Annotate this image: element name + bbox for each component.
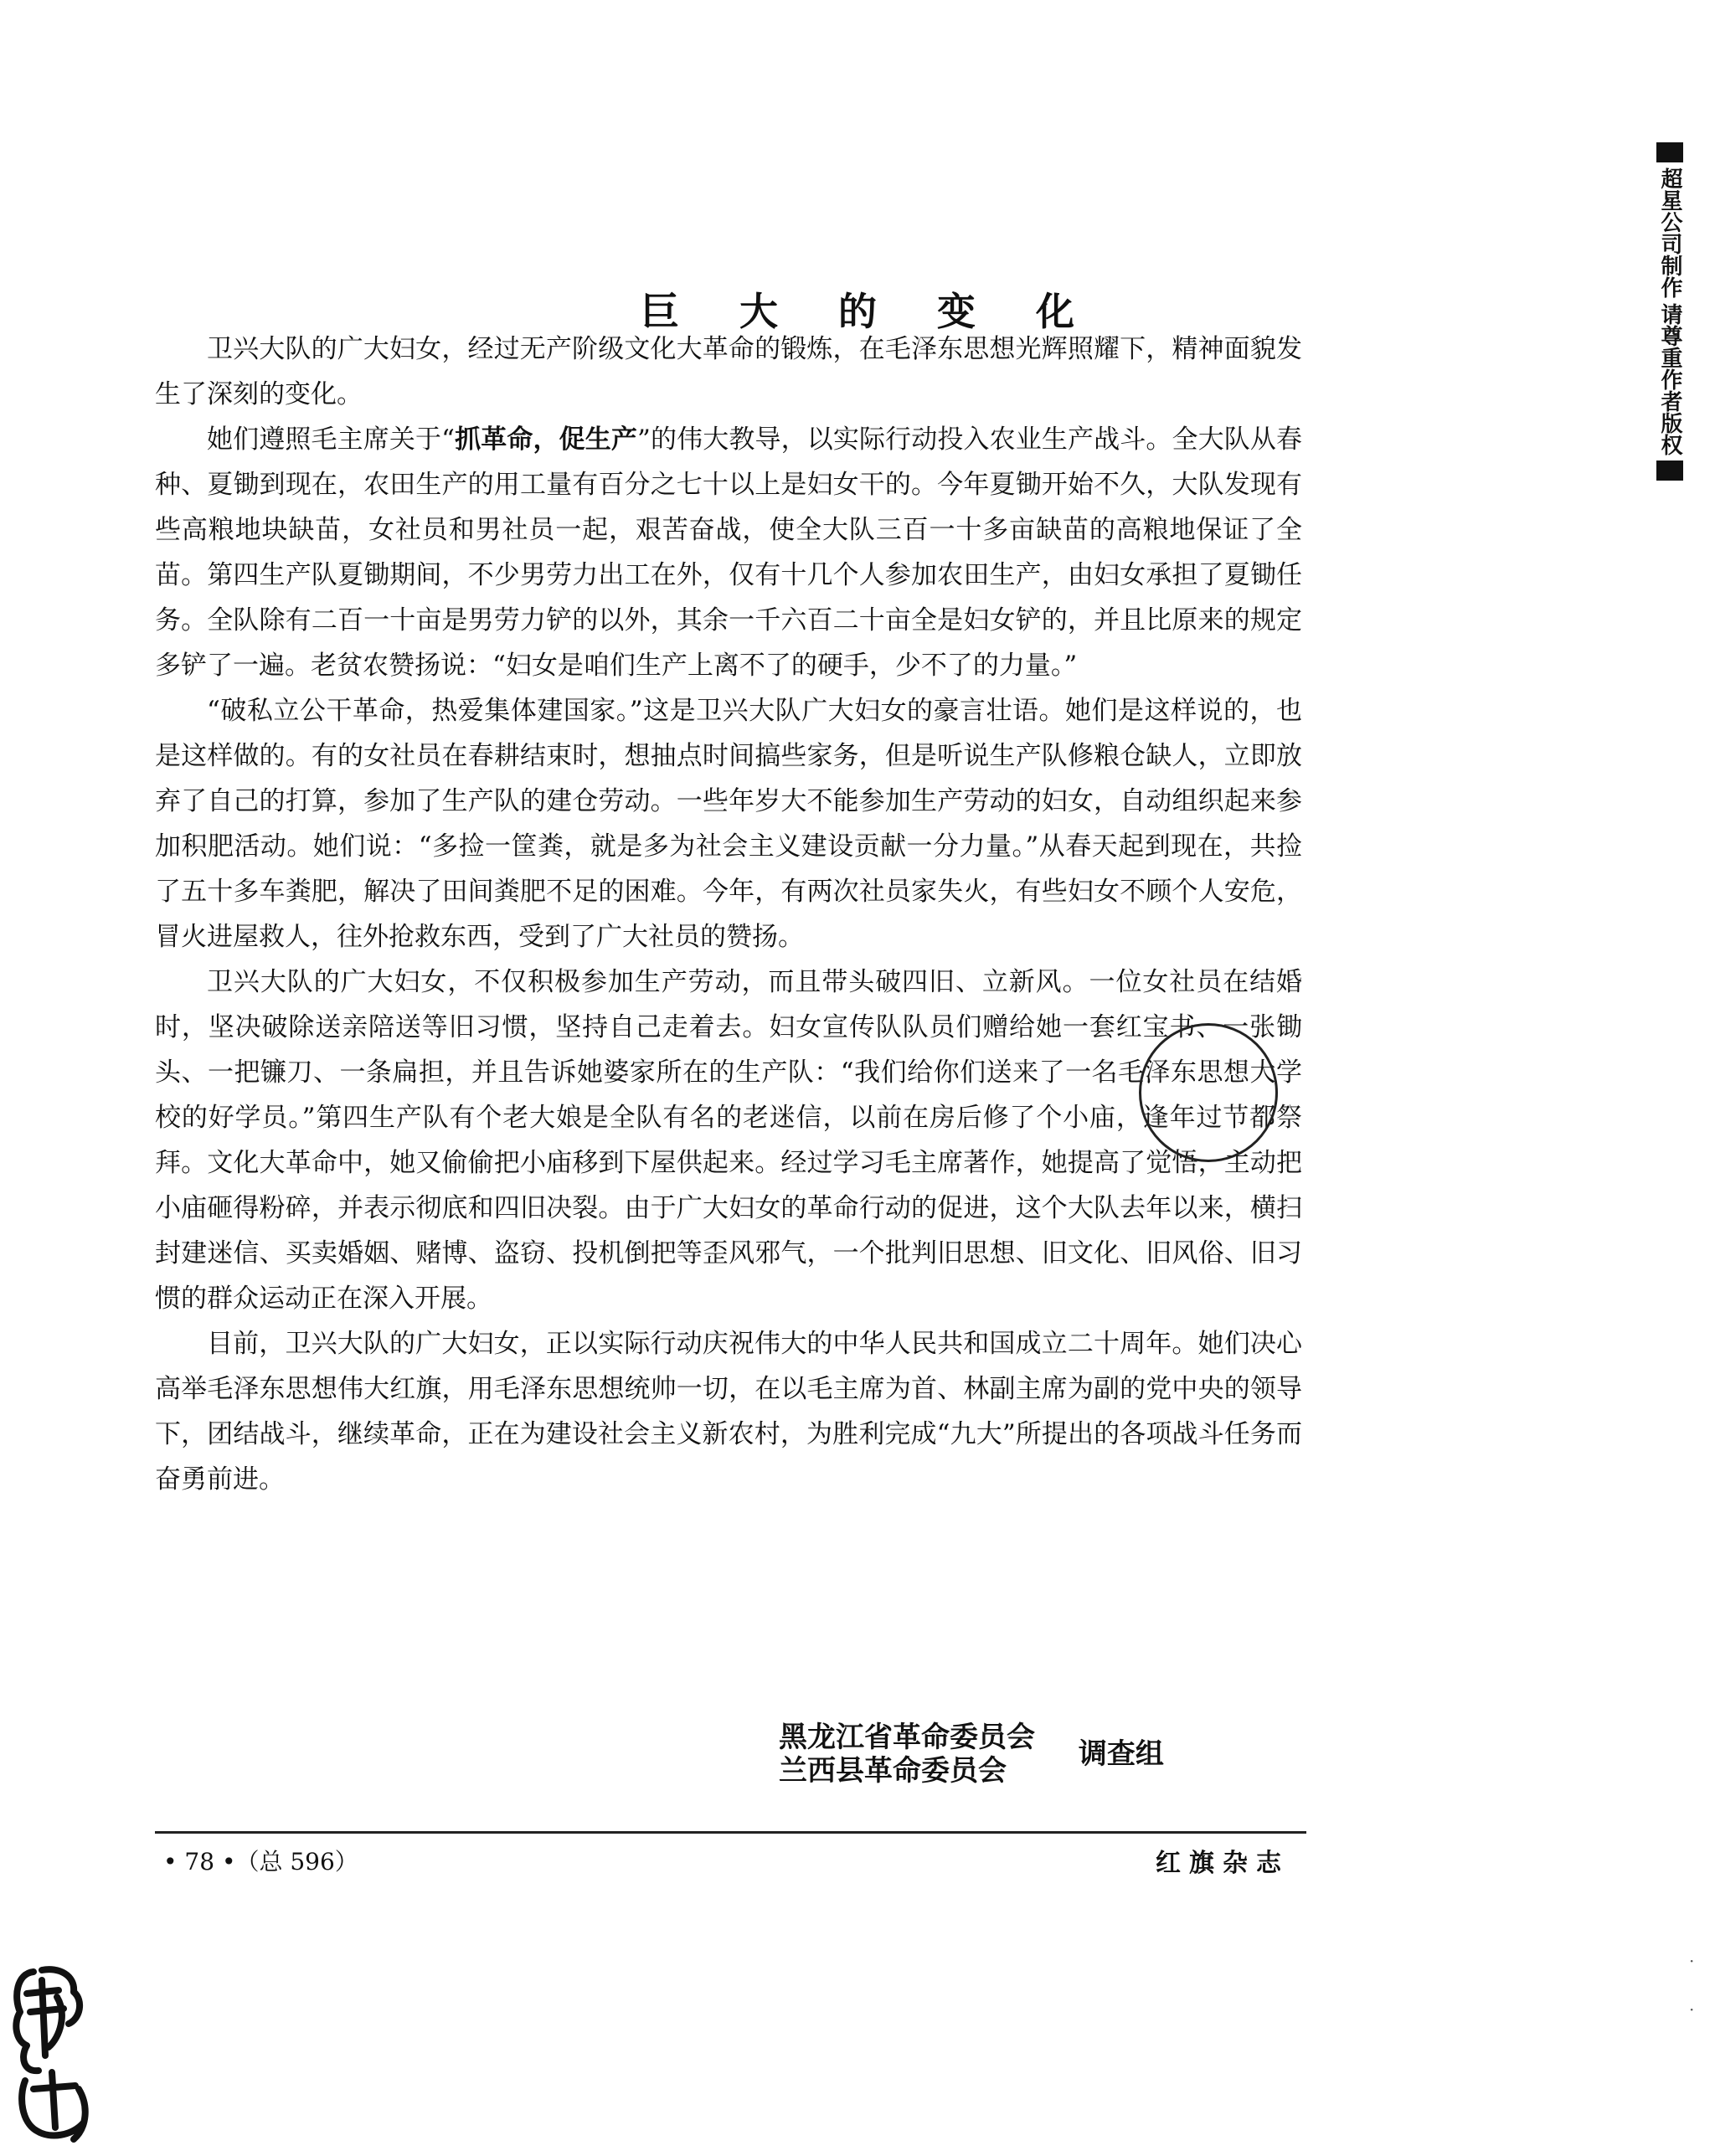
paragraph-text: 卫兴大队的广大妇女，经过无产阶级文化大革命的锻炼，在毛泽东思想光辉照耀下，精神面貌发生了深刻的变化。 — [155, 334, 1302, 409]
paragraph-5 — [155, 1321, 1302, 1502]
signature-group: 调查组 — [1078, 1737, 1164, 1771]
paragraph-text: 目前，卫兴大队的广大妇女，正以实际行动庆祝伟大的中华人民共和国成立二十周年。她们决心高举毛泽东思想伟大红旗，用毛泽东思想统帅一切，在以毛主席为首、林副主席为副的党中央的领导下，团结战斗，继续革命，正在为建设社会主义新农村，为胜利完成“九大”所提出的各项战斗任务而奋勇前进。 — [155, 1329, 1302, 1495]
side-watermark — [1651, 142, 1688, 481]
paragraph-text: ”的伟大教导，以实际行动投入农业生产战斗。全大队从春种、夏锄到现在，农田生产的用工量有百分之七十以上是妇女干的。今年夏锄开始不久，大队发现有些高粮地块缺苗，女社员和男社员一起，艰苦奋战，使全大队三百一十多亩缺苗的高粮地保证了全苗。第四生产队夏锄期间，不少男劳力出工在外，仅有十几个人参加农田生产，由妇女承担了夏锄任务。全队除有二百一十亩是男劳力铲的以外，其余一千六百二十亩全是妇女铲的，并且比原来的规定多铲了一遍。老贫农赞扬说：“妇女是咱们生产上离不了的硬手，少不了的力量。” — [155, 425, 1302, 681]
paragraph-3 — [155, 688, 1302, 960]
signature-org-heilongjiang: 黑龙江省革命委员会 — [779, 1721, 1035, 1754]
side-watermark-bar-bottom — [1656, 461, 1683, 481]
paragraph-text: 她们遵照毛主席关于“ — [207, 425, 455, 455]
side-watermark-bar-top — [1656, 142, 1683, 162]
scan-speck: · — [1689, 1999, 1695, 2020]
article-title: 巨 大 的 变 化 — [640, 288, 1099, 334]
signature-organizations — [779, 1721, 1035, 1788]
signature-block — [779, 1721, 1164, 1788]
emphasized-quote: 抓革命，促生产 — [454, 425, 637, 455]
page-number: • 78 •（总 596） — [163, 1848, 358, 1876]
library-seal-icon — [8, 1963, 109, 2148]
paragraph-1 — [155, 327, 1302, 417]
article-body — [155, 327, 1302, 1502]
signature-org-lanxi: 兰西县革命委员会 — [779, 1754, 1007, 1788]
footer-rule — [155, 1831, 1306, 1834]
paragraph-text: “破私立公干革命，热爱集体建国家。”这是卫兴大队广大妇女的豪言壮语。她们是这样说的，也是这样做的。有的女社员在春耕结束时，想抽点时间搞些家务，但是听说生产队修粮仓缺人，立即放弃了自己的打算，参加了生产队的建仓劳动。一些年岁大不能参加生产劳动的妇女，自动组织起来参加积肥活动。她们说：“多捡一筐粪，就是多为社会主义建设贡献一分力量。”从春天起到现在，共捡了五十多车粪肥，解决了田间粪肥不足的困难。今年，有两次社员家失火，有些妇女不顾个人安危，冒火进屋救人，往外抢救东西，受到了广大社员的赞扬。 — [155, 696, 1302, 952]
paragraph-text: 卫兴大队的广大妇女，不仅积极参加生产劳动，而且带头破四旧、立新风。一位女社员在结婚时，坚决破除送亲陪送等旧习惯，坚持自己走着去。妇女宣传队队员们赠给她一套红宝书、一张锄头、一把镰刀、一条扁担，并且告诉她婆家所在的生产队：“我们给你们送来了一名毛泽东思想大学校的好学员。”第四生产队有个老大娘是全队有名的老迷信，以前在房后修了个小庙，逢年过节都祭拜。文化大革命中，她又偷偷把小庙移到下屋供起来。经过学习毛主席著作，她提高了觉悟，主动把小庙砸得粉碎，并表示彻底和四旧决裂。由于广大妇女的革命行动的促进，这个大队去年以来，横扫封建迷信、买卖婚姻、赌博、盗窃、投机倒把等歪风邪气，一个批判旧思想、旧文化、旧风俗、旧习惯的群众运动正在深入开展。 — [155, 967, 1302, 1314]
side-watermark-text-2: 请尊重作者版权 — [1657, 303, 1682, 455]
side-watermark-text-1: 超星公司制作 — [1657, 167, 1682, 298]
magazine-name: 红旗杂志 — [1156, 1849, 1290, 1878]
scan-speck: · — [1689, 1951, 1695, 1971]
paragraph-4 — [155, 960, 1302, 1321]
paragraph-2 — [155, 417, 1302, 688]
